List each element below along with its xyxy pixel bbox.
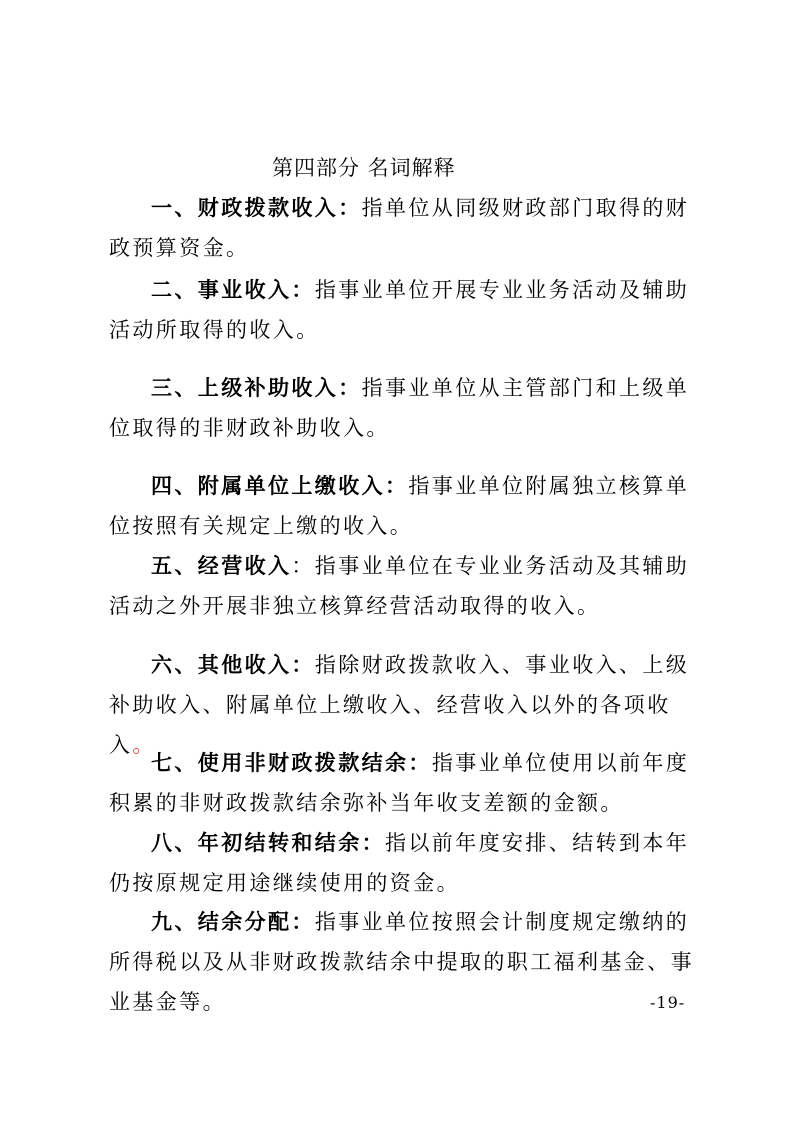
definition-paragraph — [109, 188, 699, 268]
definition-text: 指事业单位从主管部门和上级单位取得的非财政补助收入。 — [109, 376, 690, 440]
definition-paragraph — [109, 546, 699, 626]
definition-paragraph — [109, 368, 699, 448]
definition-text: 指事业单位附属独立核算单位按照有关规定上缴的收入。 — [109, 474, 690, 538]
definition-term: 八、年初结转和结余： — [151, 830, 385, 855]
definition-paragraph — [109, 823, 699, 903]
definition-end-mark: 。 — [132, 733, 156, 757]
definition-paragraph — [109, 902, 699, 1022]
definition-term: 一、财政拨款收入： — [151, 195, 362, 220]
definition-term: 六、其他收入： — [151, 652, 315, 677]
definition-paragraph — [109, 270, 699, 350]
page-number: -19- — [650, 993, 686, 1012]
definition-paragraph — [109, 743, 699, 823]
definition-text: 指单位从同级财政部门取得的财政预算资金。 — [109, 196, 690, 260]
definition-term: 二、事业收入： — [151, 277, 315, 302]
definition-text: 指以前年度安排、结转到本年仍按原规定用途继续使用的资金。 — [109, 831, 690, 895]
definition-text: 指事业单位按照会计制度规定缴纳的所得税以及从非财政拨款结余中提取的职工福利基金、事业基金等。 — [109, 910, 694, 1014]
definition-paragraph — [109, 466, 699, 546]
definition-term: 九、结余分配： — [151, 909, 315, 934]
definition-text: 指事业单位开展专业业务活动及辅助活动所取得的收入。 — [109, 278, 690, 342]
definition-text: ：指事业单位在专业业务活动及其辅助活动之外开展非独立核算经营活动取得的收入。 — [109, 554, 690, 618]
definition-term: 三、上级补助收入： — [151, 375, 362, 400]
definition-text: 指事业单位使用以前年度积累的非财政拨款结余弥补当年收支差额的金额。 — [109, 751, 690, 815]
definition-term: 五、经营收入 — [151, 553, 292, 578]
definition-term: 四、附属单位上缴收入： — [151, 473, 409, 498]
definition-text: 指除财政拨款收入、事业收入、上级补助收入、附属单位上缴收入、经营收入以外的各项收入 — [109, 653, 690, 757]
section-title: 第四部分 名词解释 — [272, 156, 456, 180]
definition-term: 七、使用非财政拨款结余： — [151, 750, 432, 775]
